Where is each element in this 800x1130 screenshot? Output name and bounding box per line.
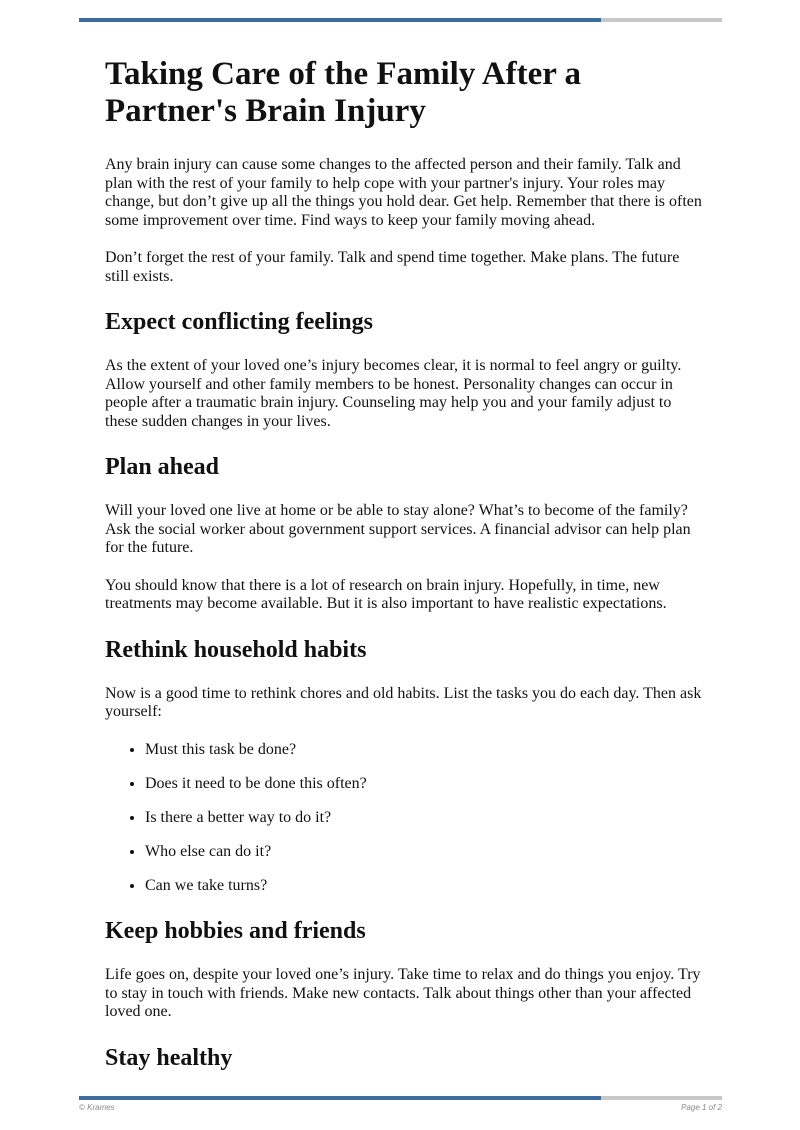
- intro-paragraph-1: Any brain injury can cause some changes to the affected person and their family. Talk and plan with the rest of your family to help cope with your partner's injury. Your roles may change, but don’t give up all the things you hold dear. Get help. Remember that there is often some improvement over time. Find ways to keep your family moving ahead.: [105, 156, 702, 229]
- plan-paragraph-1: Will your loved one live at home or be able to stay alone? What’s to become of the family? Ask the social worker about government support services. A financial advisor can help plan for the future.: [105, 502, 691, 556]
- list-item: • Can we take turns?: [145, 877, 705, 896]
- plan-paragraph-2: You should know that there is a lot of research on brain injury. Hopefully, in time, new treatments may become available. But it is also important to have realistic expectations.: [105, 576, 667, 612]
- list-item: • Is there a better way to do it?: [145, 809, 705, 828]
- intro-paragraph-2: Don’t forget the rest of your family. Talk and spend time together. Make plans. The future still exists.: [105, 249, 680, 285]
- section-heading-hobbies: Keep hobbies and friends: [105, 918, 366, 944]
- footer-page-number: Page 1 of 2: [681, 1103, 722, 1112]
- section-heading-plan: Plan ahead: [105, 454, 220, 480]
- habits-list: [105, 741, 705, 896]
- document-body: [105, 56, 705, 1093]
- habits-paragraph: Now is a good time to rethink chores and old habits. List the tasks you do each day. Then ask yourself:: [105, 684, 702, 720]
- bottom-rule: [79, 1096, 722, 1100]
- section-heading-habits: Rethink household habits: [105, 636, 367, 663]
- top-rule: [79, 18, 722, 22]
- list-item: • Does it need to be done this often?: [145, 775, 705, 794]
- feelings-paragraph: As the extent of your loved one’s injury becomes clear, it is normal to feel angry or guilty. Allow yourself and other family members to be honest. Personality changes can occur in people after a traumatic brain injury. Counseling may help you and your family adjust to these sudden changes in your lives.: [105, 357, 682, 430]
- list-item: • Must this task be done?: [145, 741, 705, 760]
- footer-copyright: © Krames: [79, 1103, 115, 1112]
- hobbies-paragraph: Life goes on, despite your loved one’s injury. Take time to relax and do things you enjoy. Try to stay in touch with friends. Make new contacts. Talk about things other than your affected loved one.: [105, 966, 701, 1020]
- page-title: Taking Care of the Family After a Partner's Brain Injury: [105, 56, 582, 129]
- list-item: • Who else can do it?: [145, 843, 705, 862]
- section-heading-feelings: Expect conflicting feelings: [105, 309, 373, 335]
- section-heading-healthy: Stay healthy: [105, 1044, 233, 1071]
